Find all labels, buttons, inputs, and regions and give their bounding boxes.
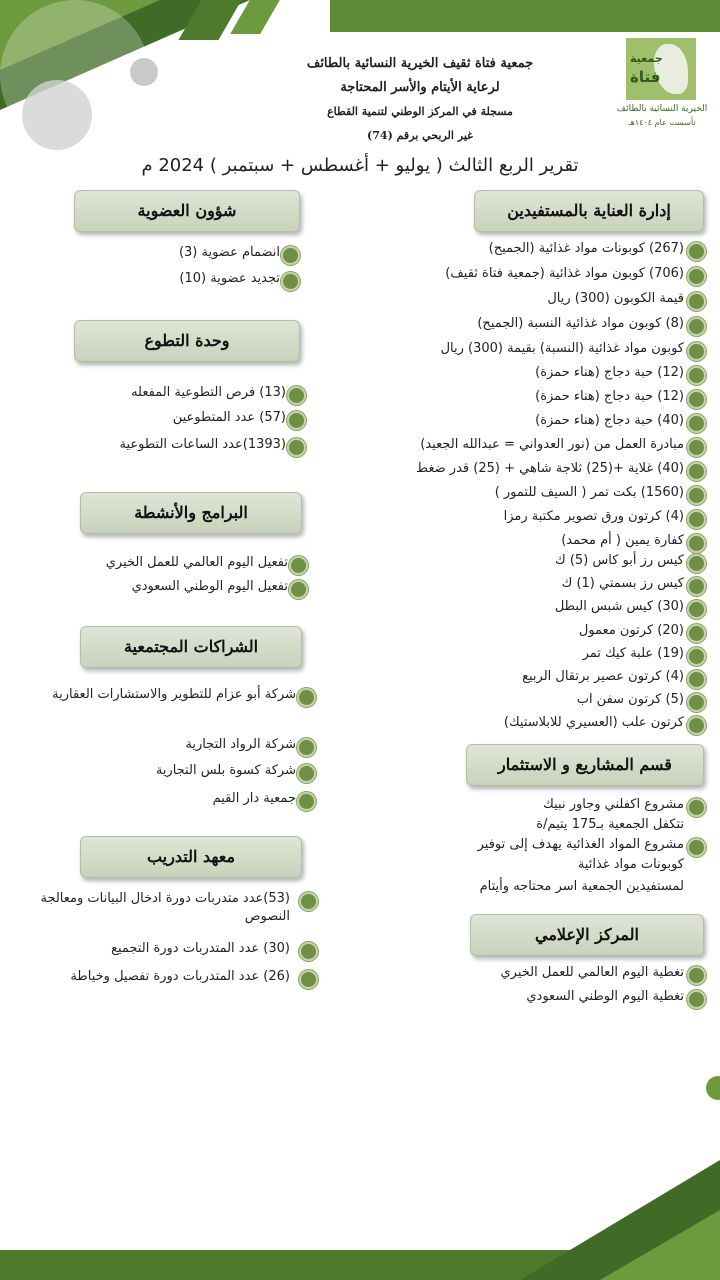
bullet-icon xyxy=(687,267,706,286)
list-item-text: كرتون علب (العسيري للابلاستيك) xyxy=(503,715,684,730)
association-header xyxy=(250,52,590,148)
list-item-text: (40) حبة دجاج (هناء حمزة) xyxy=(535,413,684,428)
bullet-icon xyxy=(687,577,706,596)
section-title: معهد التدريب xyxy=(146,847,236,866)
list-item-text: جمعية دار القيم xyxy=(212,791,296,806)
report-title: تقرير الربع الثالث ( يوليو + أغسطس + سبتمبر ) 2024 م xyxy=(141,155,579,176)
list-item-text: (57) عدد المتطوعين xyxy=(172,410,286,425)
bullet-icon xyxy=(687,670,706,689)
list-item-text: شركة كسوة بلس التجارية xyxy=(155,763,296,778)
section-title: إدارة العناية بالمستفيدين xyxy=(507,201,671,220)
bullet-icon xyxy=(687,317,706,336)
association-name: جمعية فتاة ثقيف الخيرية النسائية بالطائف xyxy=(306,56,534,71)
bullet-icon xyxy=(687,342,706,361)
bullet-icon xyxy=(287,411,306,430)
bullet-icon xyxy=(687,624,706,643)
section-title: البرامج والأنشطة xyxy=(134,503,248,522)
list-item-text: تفعيل اليوم العالمي للعمل الخيري xyxy=(105,555,288,570)
bullet-icon xyxy=(687,510,706,529)
bullet-icon xyxy=(687,990,706,1009)
decorative-dot xyxy=(706,1076,720,1100)
bullet-icon xyxy=(297,792,316,811)
decorative-stripe xyxy=(230,0,280,34)
list-item-text: (706) كوبون مواد غذائية (جمعية فتاة ثقيف) xyxy=(445,266,684,281)
bullet-icon xyxy=(687,838,706,857)
list-item-text: (40) غلاية +(25) ثلاجة شاهي + (25) قدر ضغط xyxy=(416,461,684,476)
registration-line: مسجلة في المركز الوطني لتنمية القطاع xyxy=(327,105,513,118)
bullet-icon xyxy=(289,556,308,575)
list-item-text: (30) عدد المتدربات دورة التجميع xyxy=(111,941,290,956)
list-item-text: (4) كرتون ورق تصوير مكتبة رمزا xyxy=(503,509,684,524)
bottom-right-decoration xyxy=(520,1160,720,1280)
bullet-icon xyxy=(687,534,706,553)
list-item-text: (12) حبة دجاج (هناء حمزة) xyxy=(535,365,684,380)
bullet-icon xyxy=(299,892,318,911)
bullet-icon xyxy=(297,764,316,783)
bullet-icon xyxy=(297,688,316,707)
section-media xyxy=(470,914,704,956)
logo-founded: تأسست عام ١٤٠٤هـ xyxy=(628,118,696,127)
list-item-text: شركة أبو عزام للتطوير والاستشارات العقارية xyxy=(52,687,296,702)
section-title: وحدة التطوع xyxy=(144,331,230,350)
list-item-text: (12) حبة دجاج (هناء حمزة) xyxy=(535,389,684,404)
list-item-text: (20) كرتون معمول xyxy=(578,623,684,638)
bullet-icon xyxy=(687,554,706,573)
list-item-text: كيس رز بسمتي (1) ك xyxy=(561,576,684,591)
decorative-circle-grey xyxy=(22,80,92,150)
list-item-text: تغطية اليوم العالمي للعمل الخيري xyxy=(500,965,684,980)
decorative-dot xyxy=(130,58,158,86)
bullet-icon xyxy=(687,366,706,385)
list-item-text: (26) عدد المتدربات دورة تفصيل وخياطة xyxy=(70,969,290,984)
list-item-text: (267) كوبونات مواد غذائية (الجميح) xyxy=(488,241,684,256)
list-item-text: (1560) بكت تمر ( السيف للتمور ) xyxy=(494,485,684,500)
list-item-text: (19) علبة كيك تمر xyxy=(582,646,684,661)
list-item-text: (8) كوبون مواد غذائية النسبة (الجميح) xyxy=(477,316,684,331)
bullet-icon xyxy=(287,386,306,405)
bullet-icon xyxy=(687,600,706,619)
list-item-text: شركة الرواد التجارية xyxy=(185,737,296,752)
list-item-text: انضمام عضوية (3) xyxy=(178,245,280,260)
list-item-text: (5) كرتون سفن اب xyxy=(576,692,684,707)
bullet-icon xyxy=(687,693,706,712)
section-training xyxy=(80,836,302,878)
list-item-text: كوبون مواد غذائية (النسبة) بقيمة (300) ريال xyxy=(440,341,684,356)
decorative-stripe xyxy=(178,0,241,40)
bullet-icon xyxy=(687,716,706,735)
logo-word: جمعية xyxy=(630,52,663,65)
logo-word: فتاة xyxy=(630,68,661,86)
section-membership xyxy=(74,190,300,232)
list-item-text: كيس رز أبو كاس (5) ك xyxy=(554,553,684,568)
list-item-text: (4) كرتون عصير برتقال الربيع xyxy=(522,669,684,684)
section-partnerships xyxy=(80,626,302,668)
top-left-decoration xyxy=(0,0,250,110)
bullet-icon xyxy=(281,246,300,265)
section-beneficiaries xyxy=(474,190,704,232)
bottom-right-decoration-inner xyxy=(600,1210,720,1280)
list-item-text: (13) فرص التطوعية المفعله xyxy=(131,385,286,400)
top-band xyxy=(330,0,720,32)
bullet-icon xyxy=(687,486,706,505)
association-logo xyxy=(612,38,712,134)
list-item-text: مبادرة العمل من (نور العدواني = عبدالله الجعيد) xyxy=(420,437,684,452)
bullet-icon xyxy=(687,292,706,311)
section-volunteer xyxy=(74,320,300,362)
top-left-decoration-inner xyxy=(0,0,160,70)
section-title: الشراكات المجتمعية xyxy=(123,637,259,656)
section-projects xyxy=(466,744,704,786)
bullet-icon xyxy=(289,580,308,599)
list-item-text: تجديد عضوية (10) xyxy=(179,271,280,286)
list-item-text: كفارة يمين ( أم محمد) xyxy=(561,533,684,548)
bottom-band xyxy=(0,1250,720,1280)
section-title: قسم المشاريع و الاستثمار xyxy=(498,755,672,774)
list-item-text: (1393)عدد الساعات التطوعية xyxy=(119,437,286,452)
registration-number: غير الربحي برقم (74) xyxy=(367,129,473,142)
section-programs xyxy=(80,492,302,534)
bullet-icon xyxy=(687,647,706,666)
association-purpose: لرعاية الأيتام والأسر المحتاجة xyxy=(340,80,500,95)
bullet-icon xyxy=(687,438,706,457)
bullet-icon xyxy=(287,438,306,457)
bullet-icon xyxy=(281,272,300,291)
bullet-icon xyxy=(687,242,706,261)
logo-caption: الخيرية النسائية بالطائف xyxy=(616,104,708,114)
section-title: المركز الإعلامي xyxy=(535,925,639,944)
bullet-icon xyxy=(687,414,706,433)
decorative-circle xyxy=(0,0,150,150)
list-item-text: تفعيل اليوم الوطني السعودي xyxy=(131,579,288,594)
section-title: شؤون العضوية xyxy=(137,201,237,220)
list-item-text: تغطية اليوم الوطني السعودي xyxy=(526,989,684,1004)
bullet-icon xyxy=(687,390,706,409)
list-item-text: قيمة الكوبون (300) ريال xyxy=(547,291,684,306)
list-item-text: (30) كيس شبس البطل xyxy=(554,599,684,614)
bullet-icon xyxy=(297,738,316,757)
list-item-text: (53)عدد متدربات دورة ادخال البيانات ومعالجة النصوص xyxy=(40,891,290,924)
bullet-icon xyxy=(687,798,706,817)
bullet-icon xyxy=(687,966,706,985)
bullet-icon xyxy=(687,462,706,481)
bullet-icon xyxy=(299,942,318,961)
bullet-icon xyxy=(299,970,318,989)
